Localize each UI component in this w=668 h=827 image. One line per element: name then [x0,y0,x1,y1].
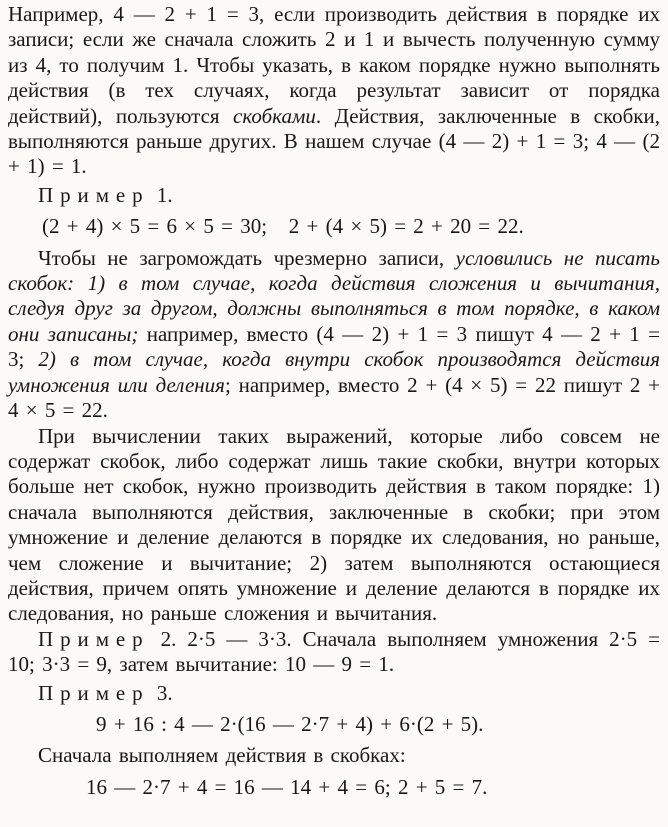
equation-text: 9 + 16 : 4 — 2·(16 — 2·7 + 4) + 6·(2 + 5). [96,711,484,736]
paragraph [8,743,660,768]
paragraph [8,627,660,678]
italic-text-run: скобками [233,103,316,128]
example-heading [8,183,660,208]
paragraph [8,2,660,180]
italic-text-run: условились не писать скобок: 1) в том случае, когда действия сложения и вычитания, следуя друг за другом, должны выполняться в том порядке, в каком они записаны; [8,245,660,346]
equation [42,214,660,239]
spaced-text-run: Пример [38,182,150,207]
text-column [8,2,660,800]
paragraph [8,246,660,424]
paragraph [8,424,660,627]
text-run: 3. [149,680,173,705]
equation [86,775,660,800]
text-run: например, вместо (4 — 2) + 1 = 3 пишут 4 — 2 + 1 = 3; [8,321,660,372]
italic-text-run: 2) в том случае, когда внутри скобок производятся действия умножения или деления [8,347,660,397]
text-run: ; например, вместо 2 + (4 × 5) = 22 пишут 2 + 4 × 5 = 22. [8,372,660,423]
equation-text: (2 + 4) × 5 = 6 × 5 = 30; 2 + (4 × 5) = 2 + 20 = 22. [42,214,524,239]
text-run: . Действия, заключенные в скобки, выполняются раньше других. В нашем случае (4 — 2) + 1 = 3; 4 — (2 + 1) = 1. [8,103,660,179]
text-run: 2. 2·5 — 3·3. Сначала выполняем умножения 2·5 = 10; 3·3 = 9, затем вычитание: 10 — 9 = 1. [8,626,660,677]
equation [96,712,660,737]
equation-text: 16 — 2·7 + 4 = 16 — 14 + 4 = 6; 2 + 5 = 7. [86,774,488,799]
spaced-text-run: Пример [38,680,150,705]
text-run: 1. [149,182,173,207]
text-run: Чтобы не загромождать чрезмерно записи, [38,245,456,270]
example-heading [8,681,660,706]
text-run: Сначала выполняем действия в скобках: [38,743,406,768]
text-run: При вычислении таких выражений, которые либо совсем не содержат скобок, либо содержат лишь такие скобки, внутри которых больше нет скобок, нужно производить действия в таком порядке: 1) сначала выполняются действия, заключенные в скобки; при этом умножение и деление делаются в порядке их следования, но раньше, чем сложение и вычитание; 2) затем выполняются остающиеся действия, причем опять умножение и деление делаются в порядке их следования, но раньше сложения и вычитания. [8,423,660,626]
spaced-text-run: Пример [38,626,150,651]
text-run: Например, 4 — 2 + 1 = 3, если производить действия в порядке их записи; если же сначала сложить 2 и 1 и вычесть полученную сумму из 4, то получим 1. Чтобы указать, в каком порядке нужно выполнять действия (в тех случаях, когда результат зависит от порядка действий), пользуются [8,2,660,128]
